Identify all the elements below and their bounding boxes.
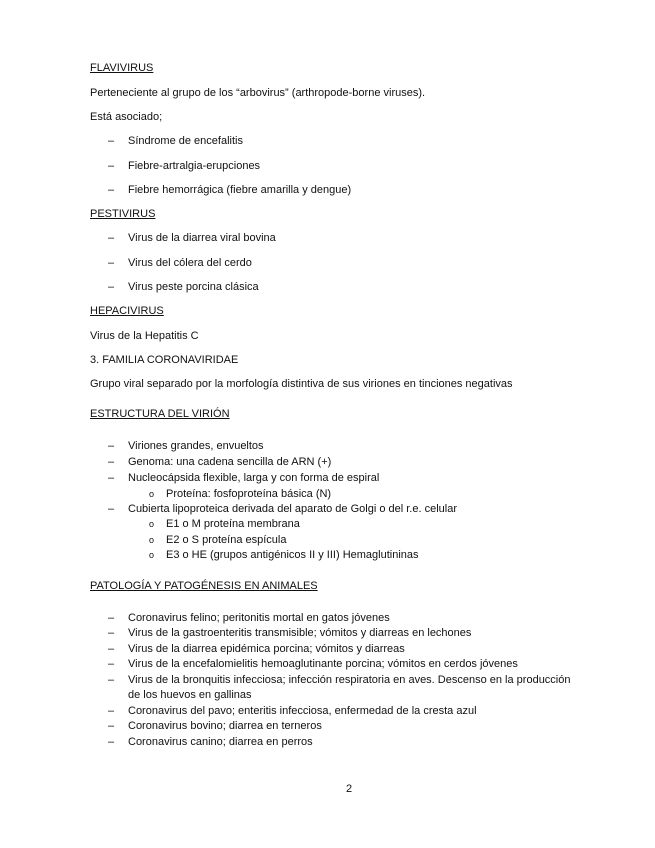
list-item: Virus del cólera del cerdo bbox=[128, 257, 252, 269]
list-dash: – bbox=[108, 503, 115, 515]
list-dash: – bbox=[108, 705, 115, 717]
list-item: Fiebre-artralgia-erupciones bbox=[128, 160, 261, 172]
list-dash: – bbox=[108, 736, 115, 748]
hepacivirus-text: Virus de la Hepatitis C bbox=[90, 330, 199, 342]
sub-list-item: E3 o HE (grupos antigénicos II y III) Hemaglutininas bbox=[166, 549, 419, 561]
pathology-heading: PATOLOGÍA Y PATOGÉNESIS EN ANIMALES bbox=[90, 580, 318, 592]
list-dash: – bbox=[108, 184, 115, 196]
page-number: 2 bbox=[346, 783, 353, 795]
list-item: Coronavirus canino; diarrea en perros bbox=[128, 736, 313, 748]
list-dash: – bbox=[108, 720, 115, 732]
flavivirus-heading: FLAVIVIRUS bbox=[90, 62, 154, 74]
sub-bullet: o bbox=[149, 519, 155, 529]
list-dash: – bbox=[108, 627, 115, 639]
list-item: Genoma: una cadena sencilla de ARN (+) bbox=[128, 456, 332, 468]
list-dash: – bbox=[108, 643, 115, 655]
list-item: Coronavirus felino; peritonitis mortal en gatos jóvenes bbox=[128, 612, 390, 624]
list-item: Virus peste porcina clásica bbox=[128, 281, 259, 293]
list-dash: – bbox=[108, 257, 115, 269]
sub-bullet: o bbox=[149, 550, 155, 560]
list-item: Virus de la bronquitis infecciosa; infección respiratoria en aves. Descenso en la producción bbox=[128, 674, 571, 686]
pestivirus-heading: PESTIVIRUS bbox=[90, 208, 156, 220]
sub-bullet: o bbox=[149, 489, 155, 499]
sub-list-item: Proteína: fosfoproteína básica (N) bbox=[166, 488, 332, 500]
list-item: Virus de la diarrea epidémica porcina; vómitos y diarreas bbox=[128, 643, 405, 655]
list-dash: – bbox=[108, 281, 115, 293]
list-item: Virus de la diarrea viral bovina bbox=[128, 232, 276, 244]
list-dash: – bbox=[108, 232, 115, 244]
list-item: Coronavirus del pavo; enteritis infecciosa, enfermedad de la cresta azul bbox=[128, 705, 477, 717]
list-item: Nucleocápsida flexible, larga y con forma de espiral bbox=[128, 472, 380, 484]
list-dash: – bbox=[108, 160, 115, 172]
coronaviridae-text: Grupo viral separado por la morfología distintiva de sus viriones en tinciones negativas bbox=[90, 378, 513, 390]
list-item-continuation: de los huevos en gallinas bbox=[128, 689, 252, 701]
flavivirus-associated-label: Está asociado; bbox=[90, 111, 163, 123]
sub-list-item: E1 o M proteína membrana bbox=[166, 518, 300, 530]
list-dash: – bbox=[108, 440, 115, 452]
sub-bullet: o bbox=[149, 535, 155, 545]
list-dash: – bbox=[108, 472, 115, 484]
list-item: Virus de la gastroenteritis transmisible; vómitos y diarreas en lechones bbox=[128, 627, 472, 639]
list-dash: – bbox=[108, 658, 115, 670]
coronaviridae-heading: 3. FAMILIA CORONAVIRIDAE bbox=[90, 354, 239, 366]
list-dash: – bbox=[108, 674, 115, 686]
flavivirus-intro: Perteneciente al grupo de los “arbovirus” (arthropode-borne viruses). bbox=[90, 87, 426, 99]
list-dash: – bbox=[108, 612, 115, 624]
structure-heading: ESTRUCTURA DEL VIRIÓN bbox=[90, 408, 230, 420]
list-item: Virus de la encefalomielitis hemoaglutinante porcina; vómitos en cerdos jóvenes bbox=[128, 658, 518, 670]
list-item: Fiebre hemorrágica (fiebre amarilla y dengue) bbox=[128, 184, 352, 196]
hepacivirus-heading: HEPACIVIRUS bbox=[90, 305, 164, 317]
list-item: Viriones grandes, envueltos bbox=[128, 440, 264, 452]
list-dash: – bbox=[108, 135, 115, 147]
list-item: Coronavirus bovino; diarrea en terneros bbox=[128, 720, 322, 732]
sub-list-item: E2 o S proteína espícula bbox=[166, 534, 287, 546]
list-item: Síndrome de encefalitis bbox=[128, 135, 243, 147]
list-item: Cubierta lipoproteica derivada del aparato de Golgi o del r.e. celular bbox=[128, 503, 457, 515]
list-dash: – bbox=[108, 456, 115, 468]
